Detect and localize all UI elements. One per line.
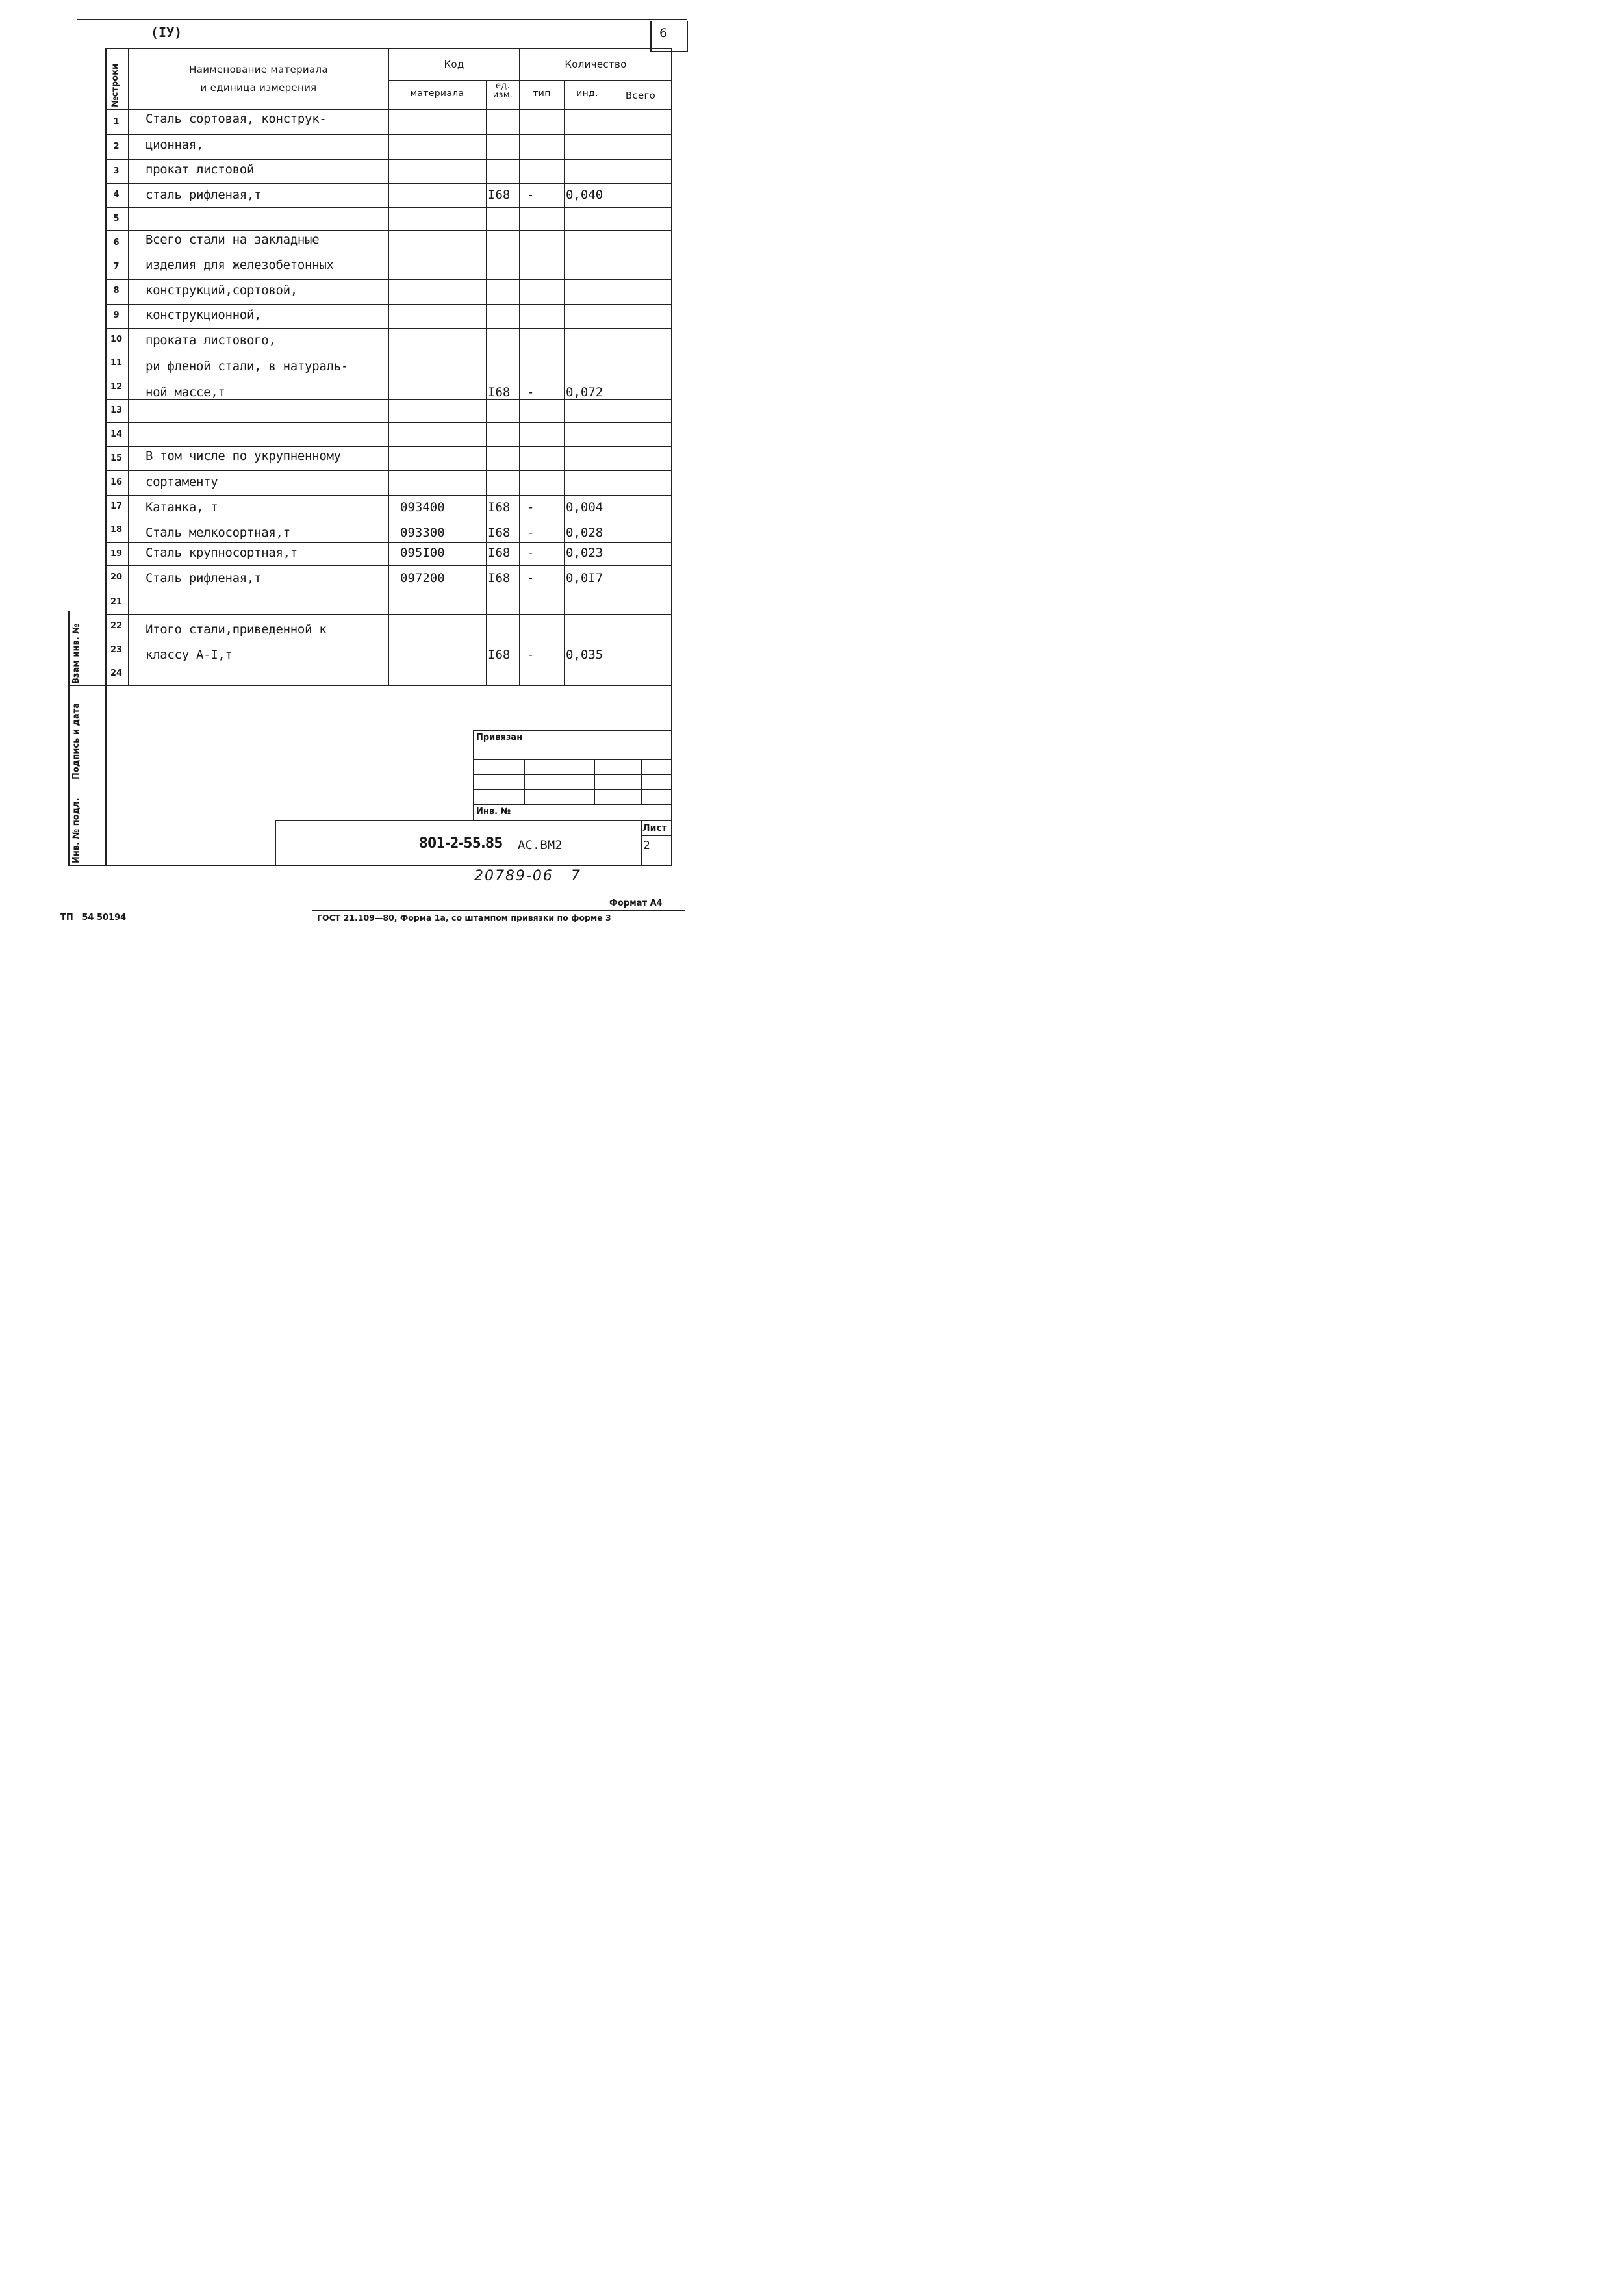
row-type: - (527, 546, 535, 560)
row-line (105, 614, 672, 615)
page-box-left (650, 21, 652, 52)
row-line (105, 470, 672, 471)
row-number: 23 (110, 645, 123, 655)
row-name: сортаменту (146, 475, 218, 489)
stamp-rule (473, 759, 672, 760)
row-number: 2 (113, 142, 120, 151)
row-number: 20 (110, 572, 123, 582)
row-code: 093400 (400, 500, 445, 515)
row-name: ри фленой стали, в натураль- (146, 359, 348, 374)
row-number: 6 (113, 238, 120, 248)
row-line (105, 183, 672, 184)
row-unit: I68 (488, 571, 511, 585)
row-number: 19 (110, 549, 123, 559)
row-ind: 0,004 (566, 500, 603, 515)
header-qty-type: тип (533, 88, 551, 99)
header-code-material: материала (410, 88, 464, 99)
row-line (105, 422, 672, 423)
stamp-privyazan: Привязан (476, 733, 523, 743)
row-name: В том числе по укрупненному (146, 449, 341, 463)
stamp-rule (473, 804, 672, 805)
row-number: 1 (113, 117, 120, 127)
footer-tp: ТП 54 50194 (60, 913, 127, 922)
row-unit: I68 (488, 546, 511, 560)
col-line-1 (128, 48, 129, 685)
row-number: 16 (110, 477, 123, 487)
side-inv-podl-label: Инв. № подл. (71, 798, 81, 863)
row-number: 12 (110, 382, 123, 392)
row-line (105, 134, 672, 135)
header-code: Код (444, 58, 464, 70)
row-line (105, 328, 672, 329)
stamp-top (473, 730, 672, 731)
row-type: - (527, 571, 535, 585)
row-ind: 0,040 (566, 188, 603, 202)
row-number: 5 (113, 214, 120, 223)
stamp-left (473, 730, 474, 820)
col-line-4 (519, 48, 520, 685)
stamp-col (594, 759, 595, 804)
frame-bottom (68, 865, 672, 866)
frame-right (671, 48, 672, 865)
row-number: 22 (110, 621, 123, 631)
title-block-sheet-col (641, 820, 642, 865)
row-name: Сталь рифленая,т (146, 571, 262, 585)
header-qty-total: Всего (625, 90, 656, 101)
row-name: конструкционной, (146, 308, 262, 322)
stamp-rule (473, 774, 672, 775)
row-name: Всего стали на закладные (146, 233, 320, 247)
header-row-no: №строки (110, 63, 120, 107)
table-bottom (105, 685, 672, 686)
side-stamp-rule (68, 685, 106, 686)
row-number: 7 (113, 262, 120, 272)
row-type: - (527, 188, 535, 202)
col-line-3 (486, 80, 487, 685)
row-number: 13 (110, 405, 123, 415)
row-number: 21 (110, 597, 123, 607)
row-name: Сталь крупносортная,т (146, 546, 298, 560)
header-sub-rule (388, 80, 672, 81)
header-quantity: Количество (565, 58, 627, 70)
row-name: Сталь мелкосортная,т (146, 526, 290, 540)
row-number: 9 (113, 311, 120, 320)
footer-gost: ГОСТ 21.109—80, Форма 1а, со штампом привязки по форме 3 (317, 913, 611, 922)
row-name: Сталь сортовая, конструк- (146, 112, 327, 126)
row-line (105, 542, 672, 543)
row-name: классу А-I,т (146, 648, 233, 662)
row-number: 17 (110, 502, 123, 511)
side-vzam-label: Взам инв. № (71, 624, 81, 684)
row-unit: I68 (488, 648, 511, 662)
row-name: проката листового, (146, 333, 276, 348)
stamp-col (641, 759, 642, 804)
stamp-list-value: 2 (643, 839, 650, 852)
row-name: Катанка, т (146, 500, 218, 515)
format-label: Формат А4 (609, 898, 663, 908)
side-stamp-left (68, 611, 70, 865)
row-unit: I68 (488, 188, 511, 202)
stamp-col (524, 759, 525, 804)
row-line (105, 230, 672, 231)
row-number: 11 (110, 358, 123, 368)
stamp-designation-number: 801-2-55.85 (419, 835, 503, 852)
row-type: - (527, 500, 535, 515)
header-name-line1: Наименование материала (189, 64, 328, 75)
row-line (105, 159, 672, 160)
row-code: 097200 (400, 571, 445, 585)
row-number: 15 (110, 453, 123, 463)
row-unit: I68 (488, 500, 511, 515)
footer-rule (312, 910, 685, 911)
row-name: сталь рифленая,т (146, 188, 262, 202)
title-block-left (275, 820, 276, 865)
page-box-bottom (650, 51, 687, 52)
row-unit: I68 (488, 385, 511, 400)
row-number: 14 (110, 429, 123, 439)
row-number: 8 (113, 286, 120, 296)
row-ind: 0,072 (566, 385, 603, 400)
row-number: 18 (110, 525, 123, 535)
row-ind: 0,028 (566, 526, 603, 540)
stamp-inv-no: Инв. № (476, 807, 511, 817)
title-block-sheet-rule (641, 835, 672, 836)
row-type: - (527, 648, 535, 662)
stamp-designation-code: АС.ВМ2 (518, 838, 563, 852)
stamp-rule (473, 789, 672, 790)
top-rule (77, 19, 687, 20)
page-box-right (687, 21, 688, 52)
row-number: 24 (110, 668, 123, 678)
row-name: ционная, (146, 138, 204, 152)
row-unit: I68 (488, 526, 511, 540)
row-name: конструкций,сортовой, (146, 283, 298, 298)
header-qty-ind: инд. (576, 88, 598, 99)
col-line-2 (388, 48, 389, 685)
row-line (105, 565, 672, 566)
row-ind: 0,035 (566, 648, 603, 662)
page-number: 6 (659, 26, 668, 40)
row-number: 4 (113, 190, 120, 199)
row-line (105, 495, 672, 496)
title-block-top (275, 820, 672, 821)
handwritten-archive-number: 20789-06 7 (474, 868, 581, 884)
row-line (105, 446, 672, 447)
row-type: - (527, 526, 535, 540)
row-number: 10 (110, 335, 123, 344)
row-type: - (527, 385, 535, 400)
row-line (105, 279, 672, 280)
row-ind: 0,023 (566, 546, 603, 560)
row-name: изделия для железобетонных (146, 258, 334, 272)
section-label: (IУ) (151, 25, 183, 40)
row-name: прокат листовой (146, 162, 255, 177)
stamp-list-label: Лист (642, 823, 667, 833)
row-code: 095I00 (400, 546, 445, 560)
side-podpis-label: Подпись и дата (71, 702, 81, 780)
row-ind: 0,0I7 (566, 571, 603, 585)
row-line (105, 207, 672, 208)
header-code-unit: ед. изм. (492, 81, 513, 100)
col-line-5 (564, 80, 565, 685)
row-line (105, 304, 672, 305)
row-code: 093300 (400, 526, 445, 540)
row-name: ной массе,т (146, 385, 225, 400)
row-number: 3 (113, 166, 120, 176)
row-name: Итого стали,приведенной к (146, 622, 327, 637)
header-name-line2: и единица измерения (200, 82, 317, 94)
